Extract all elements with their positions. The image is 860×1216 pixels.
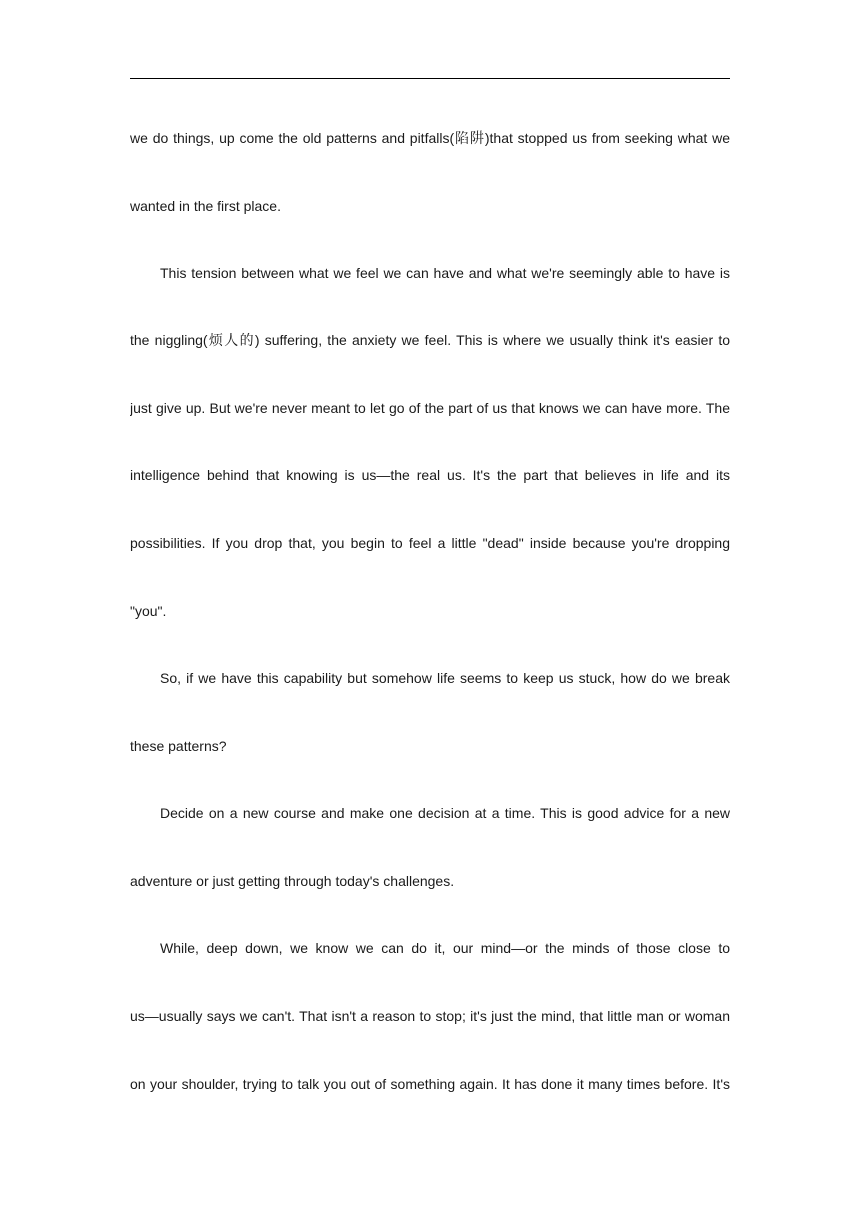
text-line: on your shoulder, trying to talk you out of something again. It has done it many times before. It's bbox=[130, 1076, 730, 1092]
text-line: While, deep down, we know we can do it, our mind—or the minds of those close to bbox=[160, 940, 730, 956]
text-line: possibilities. If you drop that, you begin to feel a little "dead" inside because you're dropping bbox=[130, 535, 730, 551]
text-line: adventure or just getting through today's challenges. bbox=[130, 873, 455, 889]
text-line: wanted in the first place. bbox=[130, 198, 281, 214]
text-line: "you". bbox=[130, 603, 167, 619]
text-line: us—usually says we can't. That isn't a reason to stop; it's just the mind, that little man or woman bbox=[130, 1008, 730, 1024]
header-rule bbox=[130, 78, 730, 79]
text-line: Decide on a new course and make one decision at a time. This is good advice for a new bbox=[160, 805, 730, 821]
text-line: just give up. But we're never meant to let go of the part of us that knows we can have more. The bbox=[130, 400, 730, 416]
text-line: we do things, up come the old patterns and pitfalls(陷阱)that stopped us from seeking what we bbox=[130, 130, 730, 146]
text-line: So, if we have this capability but somehow life seems to keep us stuck, how do we break bbox=[160, 670, 730, 686]
text-line: these patterns? bbox=[130, 738, 227, 754]
text-line: intelligence behind that knowing is us—the real us. It's the part that believes in life and its bbox=[130, 467, 730, 483]
text-line: This tension between what we feel we can have and what we're seemingly able to have is bbox=[160, 265, 730, 281]
text-line: the niggling(烦人的) suffering, the anxiety we feel. This is where we usually think it's easier to bbox=[130, 332, 730, 348]
